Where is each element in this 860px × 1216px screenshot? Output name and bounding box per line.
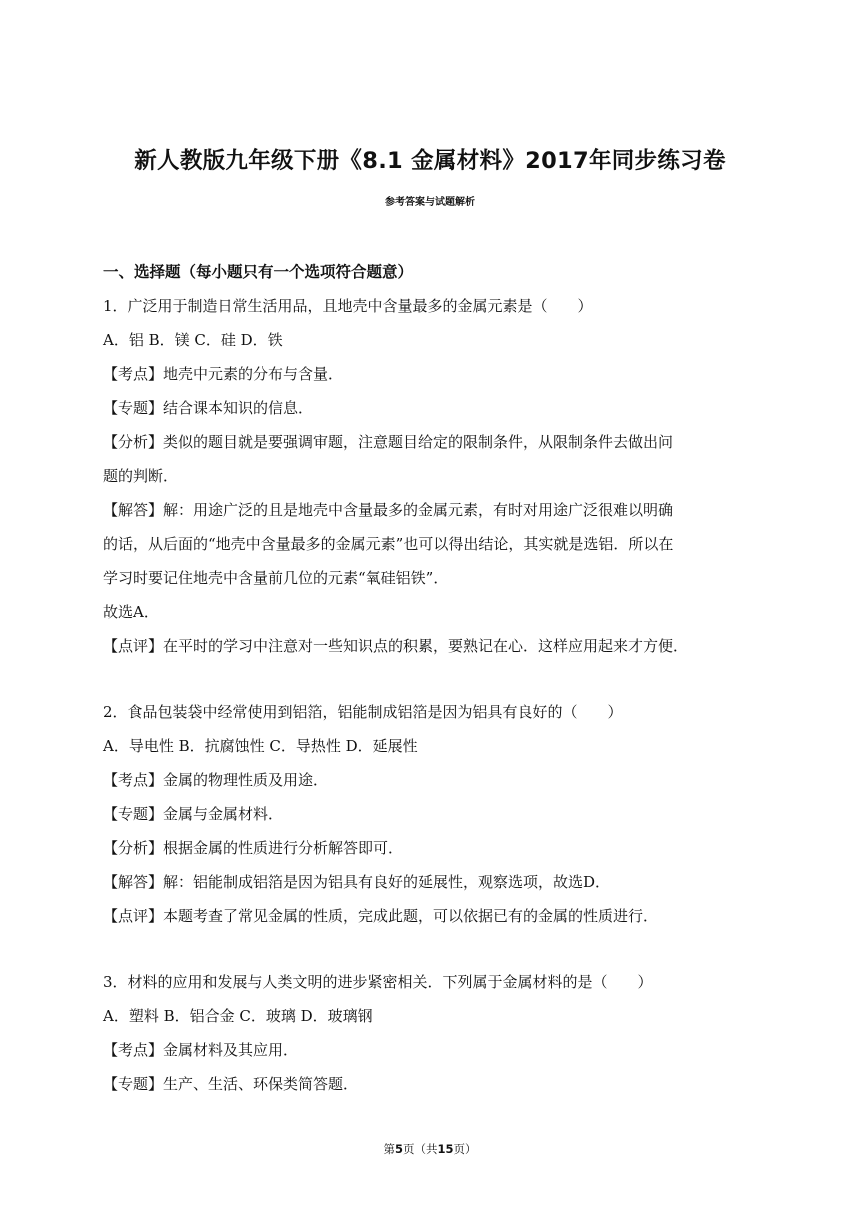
spacer bbox=[103, 933, 759, 965]
answer-jieda: 【解答】解：铝能制成铝箔是因为铝具有良好的延展性，观察选项，故选D． bbox=[103, 873, 611, 891]
answer-kaodian: 【考点】金属的物理性质及用途． bbox=[103, 771, 329, 789]
answer-kaodian: 【考点】地壳中元素的分布与含量． bbox=[103, 365, 344, 383]
question-stem: 3．材料的应用和发展与人类文明的进步紧密相关．下列属于金属材料的是（ ） bbox=[103, 973, 653, 991]
answer-dianping: 【点评】在平时的学习中注意对一些知识点的积累，要熟记在心．这样应用起来才方便． bbox=[103, 637, 689, 655]
question-3 bbox=[103, 965, 759, 1101]
answer-jieda-cont: 的话，从后面的“地壳中含量最多的金属元素”也可以得出结论，其实就是选铝．所以在 bbox=[103, 535, 674, 553]
answer-fenxi: 【分析】类似的题目就是要强调审题，注意题目给定的限制条件，从限制条件去做出问 bbox=[103, 433, 674, 451]
page-number: 5 bbox=[394, 1142, 403, 1156]
answer-zhuanti: 【专题】结合课本知识的信息． bbox=[103, 399, 314, 417]
footer-middle: 页（共 bbox=[403, 1142, 438, 1156]
answer-jieda-cont: 学习时要记住地壳中含量前几位的元素“氧硅铝铁”． bbox=[103, 569, 449, 587]
answer-kaodian: 【考点】金属材料及其应用． bbox=[103, 1041, 299, 1059]
document-body bbox=[103, 255, 759, 1101]
question-2 bbox=[103, 695, 759, 933]
question-options: A．铝 B．镁 C．硅 D．铁 bbox=[103, 331, 283, 349]
spacer bbox=[103, 663, 759, 695]
page-total: 15 bbox=[437, 1142, 454, 1156]
question-stem: 1．广泛用于制造日常生活用品，且地壳中含量最多的金属元素是（ ） bbox=[103, 297, 593, 315]
footer-suffix: 页） bbox=[453, 1142, 477, 1156]
answer-jieda: 【解答】解：用途广泛的且是地壳中含量最多的金属元素，有时对用途广泛很难以明确 bbox=[103, 501, 674, 519]
document-subtitle: 参考答案与试题解析 bbox=[385, 197, 475, 208]
document-title: 新人教版九年级下册《8.1 金属材料》2017年同步练习卷 bbox=[134, 148, 726, 174]
section-heading: 一、选择题（每小题只有一个选项符合题意） bbox=[103, 263, 414, 281]
question-1 bbox=[103, 289, 759, 663]
answer-dianping: 【点评】本题考查了常见金属的性质，完成此题，可以依据已有的金属的性质进行． bbox=[103, 907, 659, 925]
answer-choice: 故选A． bbox=[103, 603, 159, 621]
answer-zhuanti: 【专题】金属与金属材料． bbox=[103, 805, 284, 823]
footer-prefix: 第 bbox=[383, 1142, 395, 1156]
question-options: A．塑料 B．铝合金 C．玻璃 D．玻璃钢 bbox=[103, 1007, 373, 1025]
answer-fenxi: 【分析】根据金属的性质进行分析解答即可． bbox=[103, 839, 404, 857]
answer-zhuanti: 【专题】生产、生活、环保类简答题． bbox=[103, 1075, 359, 1093]
question-options: A．导电性 B．抗腐蚀性 C．导热性 D．延展性 bbox=[103, 737, 418, 755]
page-footer bbox=[0, 1141, 860, 1157]
question-stem: 2．食品包装袋中经常使用到铝箔，铝能制成铝箔是因为铝具有良好的（ ） bbox=[103, 703, 623, 721]
answer-fenxi-cont: 题的判断． bbox=[103, 467, 179, 485]
